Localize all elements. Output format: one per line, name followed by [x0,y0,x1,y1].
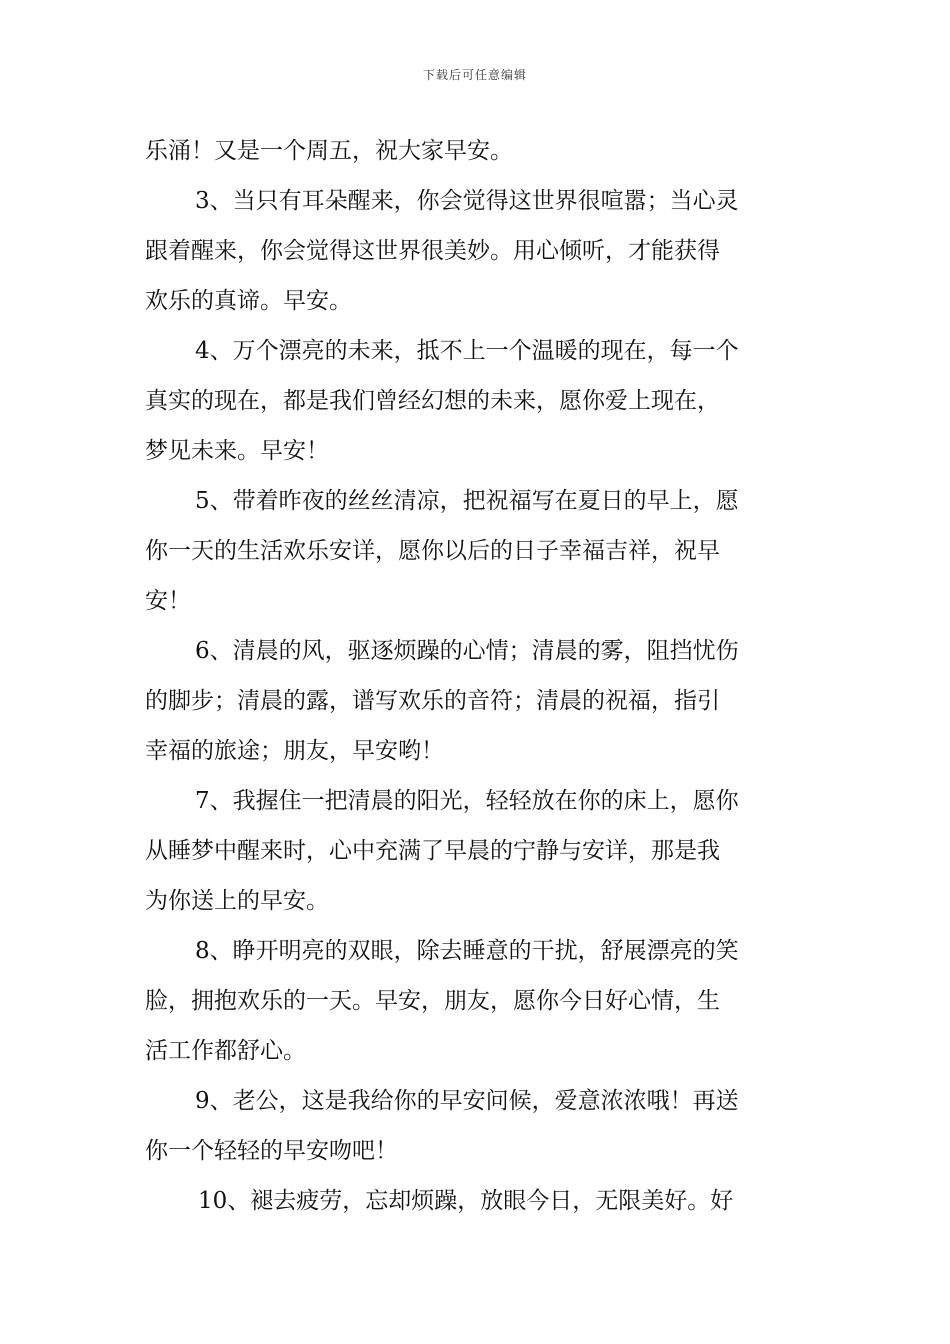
paragraph-6-line: 6、清晨的风，驱逐烦躁的心情；清晨的雾，阻挡忧伤 [195,638,739,664]
page-header: 下载后可任意编辑 [422,68,527,82]
paragraph-8-line: 8、睁开明亮的双眼，除去睡意的干扰，舒展漂亮的笑 [195,938,739,964]
text-line: 的脚步；清晨的露，谱写欢乐的音符；清晨的祝福，指引 [145,688,720,714]
paragraph-9-line: 9、老公，这是我给你的早安问候，爱意浓浓哦！再送 [195,1088,739,1114]
text-line: 从睡梦中醒来时，心中充满了早晨的宁静与安详，那是我 [145,838,720,864]
text-line: 安！ [145,588,191,614]
text-line: 为你送上的早安。 [145,888,329,914]
paragraph-3-line: 3、当只有耳朵醒来，你会觉得这世界很喧嚣；当心灵 [195,188,739,214]
text-line: 跟着醒来，你会觉得这世界很美妙。用心倾听，才能获得 [145,238,720,264]
paragraph-7-line: 7、我握住一把清晨的阳光，轻轻放在你的床上，愿你 [195,788,739,814]
text-line: 脸，拥抱欢乐的一天。早安，朋友，愿你今日好心情，生 [145,988,720,1014]
paragraph-5-line: 5、带着昨夜的丝丝清凉，把祝福写在夏日的早上，愿 [195,488,739,514]
text-line: 活工作都舒心。 [145,1038,306,1064]
paragraph-4-line: 4、万个漂亮的未来，抵不上一个温暖的现在，每一个 [195,338,739,364]
text-line: 真实的现在，都是我们曾经幻想的未来，愿你爱上现在， [145,388,720,414]
text-line: 梦见未来。早安！ [145,438,329,464]
text-line: 你一个轻轻的早安吻吧！ [145,1138,398,1164]
text-line: 你一天的生活欢乐安详，愿你以后的日子幸福吉祥，祝早 [145,538,720,564]
text-line: 乐涌！又是一个周五，祝大家早安。 [145,138,513,164]
text-line: 幸福的旅途；朋友，早安哟！ [145,738,444,764]
document-body [145,126,815,1226]
text-line: 欢乐的真谛。早安。 [145,288,352,314]
paragraph-10-line: 10、褪去疲劳，忘却烦躁，放眼今日，无限美好。好 [198,1188,734,1214]
